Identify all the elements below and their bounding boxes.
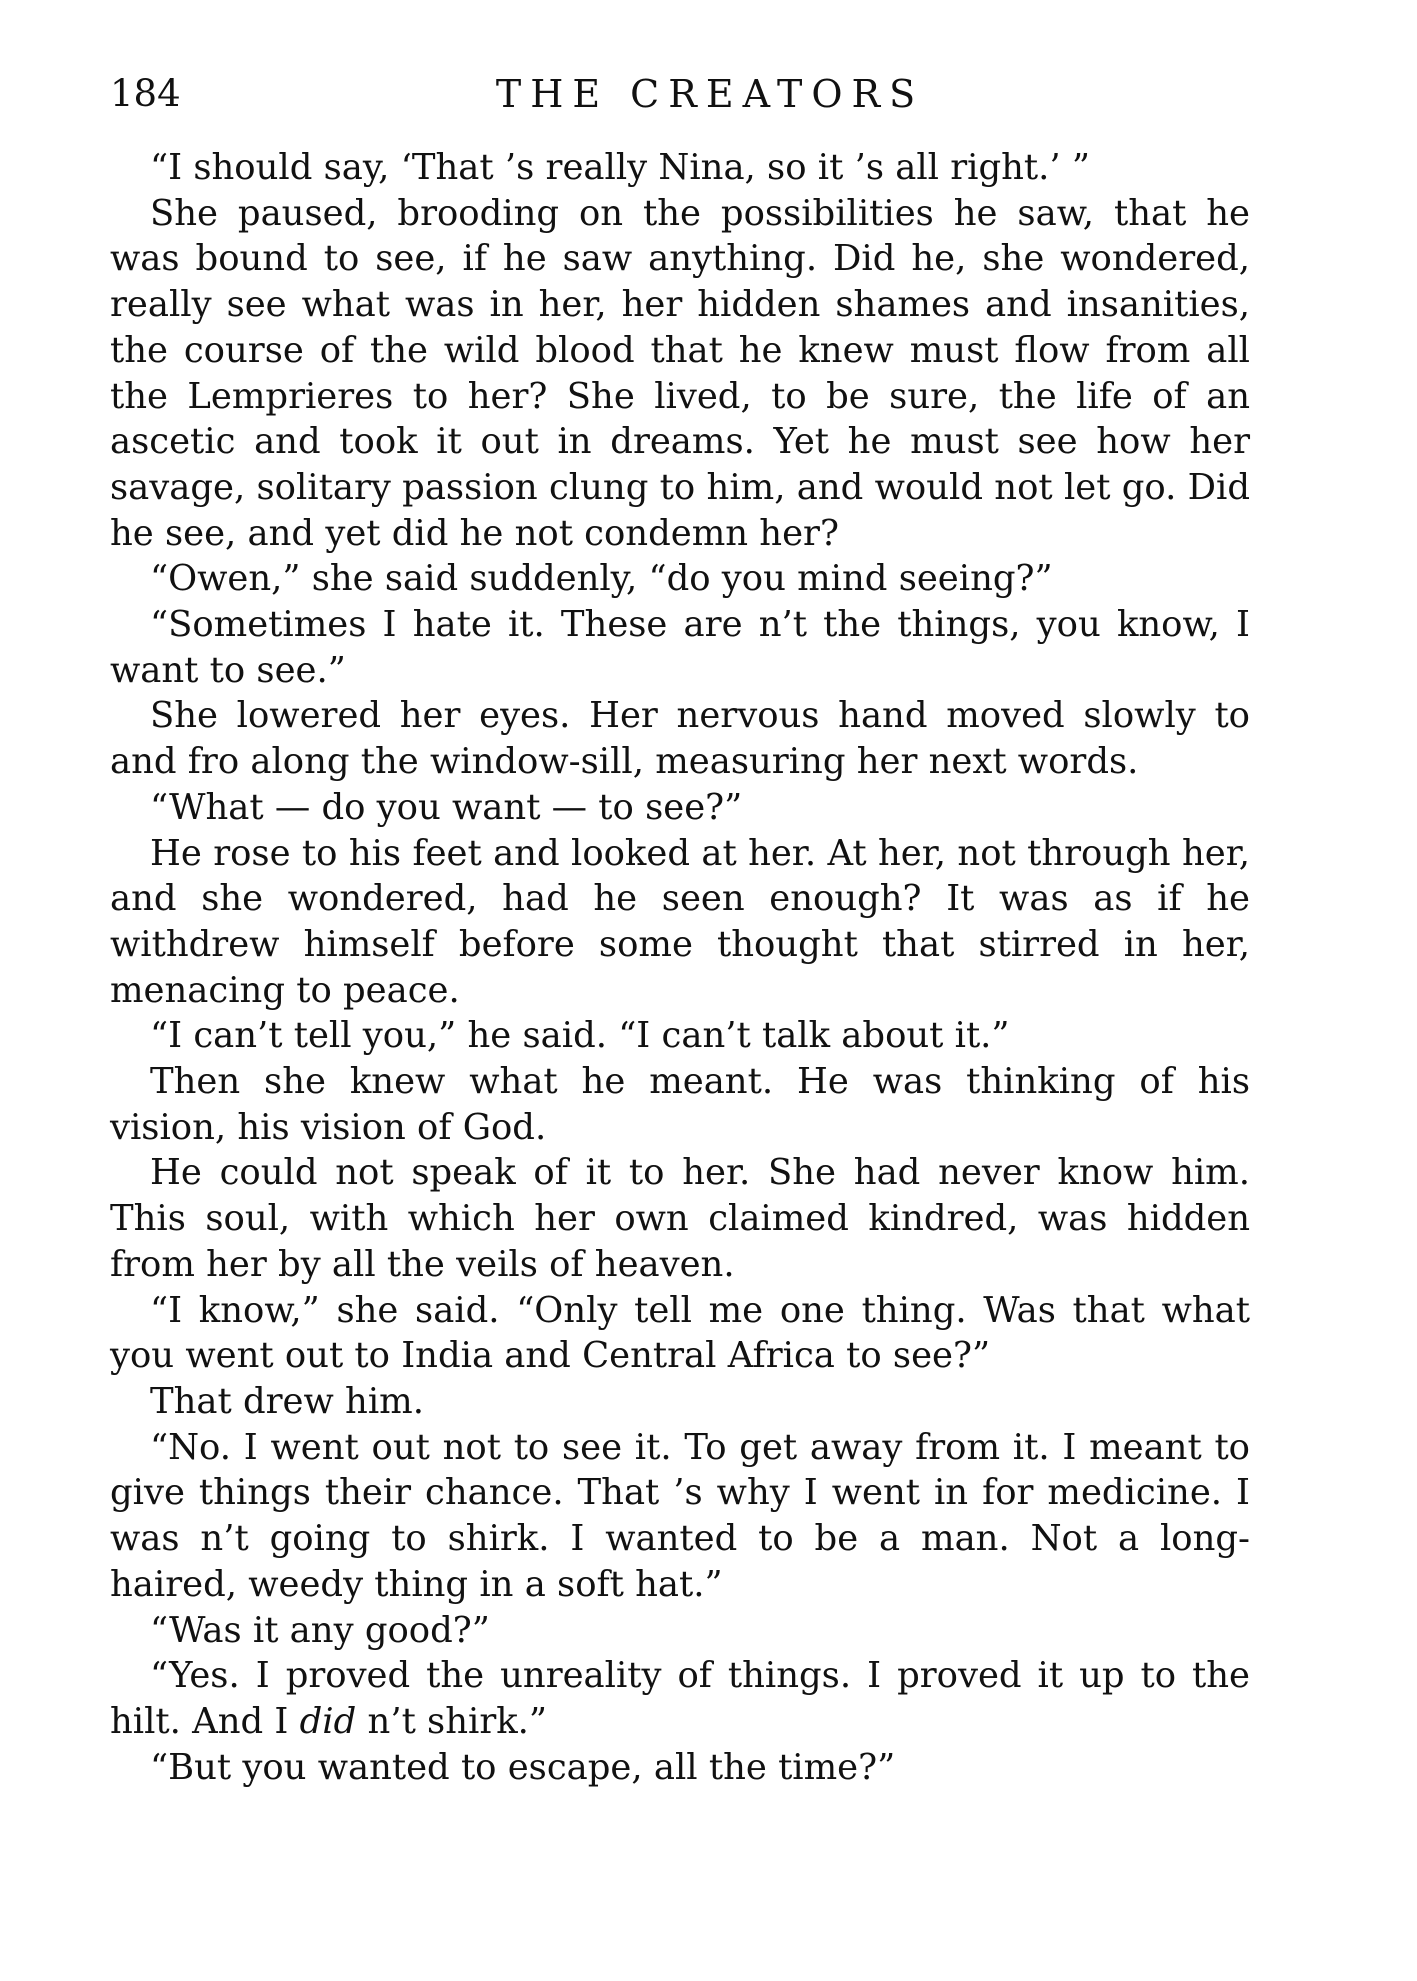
- paragraph: Then she knew what he meant. He was thinking of his vision, his vision of God.: [110, 1061, 1250, 1148]
- paragraph: She paused, brooding on the possibilities he saw, that he was bound to see, if he saw anything. Did he, she wondered, really see what was in her, her hidden shames and insanities, the course of the wild blood that he knew must flow from all the Lemprieres to her? She lived, to be sure, the life of an ascetic and took it out in dreams. Yet he must see how her savage, solitary passion clung to him, and would not let go. Did he see, and yet did he not condemn her?: [110, 192, 1250, 554]
- paragraph: “Sometimes I hate it. These are n’t the things, you know, I want to see.”: [110, 604, 1250, 691]
- paragraph: “I should say, ‘That ’s really Nina, so it ’s all right.’ ”: [150, 147, 1090, 188]
- paragraph: “I can’t tell you,” he said. “I can’t talk about it.”: [150, 1015, 1010, 1057]
- paragraph: “I know,” she said. “Only tell me one thing. Was that what you went out to India and Central Africa to see?”: [110, 1289, 1250, 1377]
- paragraph: “Owen,” she said suddenly, “do you mind seeing?”: [150, 558, 1053, 600]
- paragraph: He could not speak of it to her. She had never know him. This soul, with which her own claimed kindred, was hidden from her by all the veils of heaven.: [110, 1152, 1250, 1285]
- page-number: 184: [110, 72, 181, 115]
- body-text: [110, 145, 1250, 1790]
- paragraph: “But you wanted to escape, all the time?”: [150, 1746, 896, 1788]
- paragraph: “Yes. I proved the unreality of things. I proved it up to the hilt. And I did n’t shirk.”: [110, 1655, 1250, 1742]
- paragraph: He rose to his feet and looked at her. At her, not through her, and she wondered, had he seen enough? It was as if he withdrew himself before some thought that stirred in her, menacing to peace.: [110, 832, 1250, 1011]
- running-head: THE CREATORS: [495, 72, 925, 116]
- emphasis: did: [299, 1700, 357, 1742]
- paragraph: That drew him.: [150, 1380, 424, 1422]
- paragraph: “Was it any good?”: [150, 1609, 490, 1651]
- paragraph: She lowered her eyes. Her nervous hand moved slowly to and fro along the window-sill, measuring her next words.: [110, 695, 1250, 783]
- paragraph: “What — do you want — to see?”: [150, 786, 743, 828]
- page-header: [110, 66, 1250, 122]
- paragraph: “No. I went out not to see it. To get away from it. I meant to give things their chance. That ’s why I went in for medicine. I was n’t going to shirk. I wanted to be a man. Not a long-haired, weedy thing in a soft hat.”: [110, 1426, 1250, 1605]
